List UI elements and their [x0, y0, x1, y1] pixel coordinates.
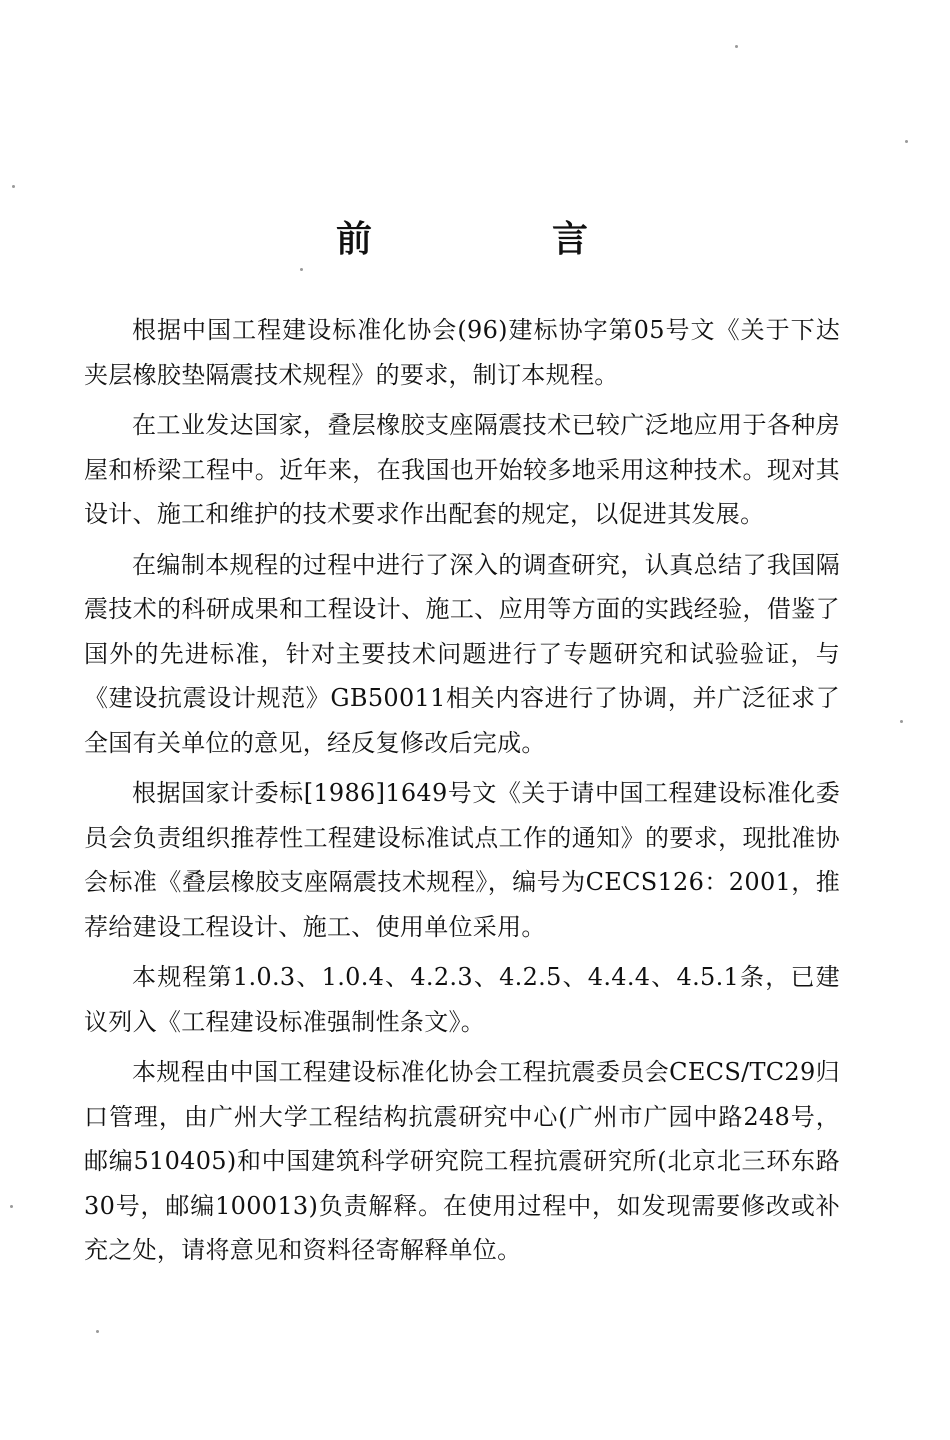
paragraph-6: 本规程由中国工程建设标准化协会工程抗震委员会CECS/TC29归口管理，由广州大学工程结构抗震研究中心(广州市广园中路248号，邮编510405)和中国建筑科学研究院工程抗震研究所(北京北三环东路30号，邮编100013)负责解释。在使用过程中，如发现需要修改或补充之处，请将意见和资料径寄解释单位。 — [84, 1058, 840, 1264]
paragraph-3: 在编制本规程的过程中进行了深入的调查研究，认真总结了我国隔震技术的科研成果和工程设计、施工、应用等方面的实践经验，借鉴了国外的先进标准，针对主要技术问题进行了专题研究和试验验证，与《建设抗震设计规范》GB50011相关内容进行了协调，并广泛征求了全国有关单位的意见，经反复修改后完成。 — [84, 550, 840, 757]
document-page — [84, 0, 840, 1440]
scan-speck — [905, 140, 908, 143]
scan-speck — [96, 1330, 99, 1333]
paragraph-1: 根据中国工程建设标准化协会(96)建标协字第05号文《关于下达夹层橡胶垫隔震技术规程》的要求，制订本规程。 — [84, 316, 840, 389]
scan-speck — [900, 720, 903, 723]
paragraph-5: 本规程第1.0.3、1.0.4、4.2.3、4.2.5、4.4.4、4.5.1条，已建议列入《工程建设标准强制性条文》。 — [84, 963, 840, 1036]
page-title: 前 言 — [335, 219, 660, 260]
preface-body — [84, 308, 840, 1279]
paragraph-2: 在工业发达国家，叠层橡胶支座隔震技术已较广泛地应用于各种房屋和桥梁工程中。近年来，在我国也开始较多地采用这种技术。现对其设计、施工和维护的技术要求作出配套的规定，以促进其发展。 — [84, 411, 840, 528]
paragraph-4: 根据国家计委标[1986]1649号文《关于请中国工程建设标准化委员会负责组织推荐性工程建设标准试点工作的通知》的要求，现批准协会标准《叠层橡胶支座隔震技术规程》，编号为CECS126：2001，推荐给建设工程设计、施工、使用单位采用。 — [84, 779, 840, 941]
scan-speck — [10, 1205, 13, 1208]
scan-speck — [300, 268, 303, 271]
scan-speck — [12, 185, 15, 188]
scan-speck — [735, 45, 738, 48]
